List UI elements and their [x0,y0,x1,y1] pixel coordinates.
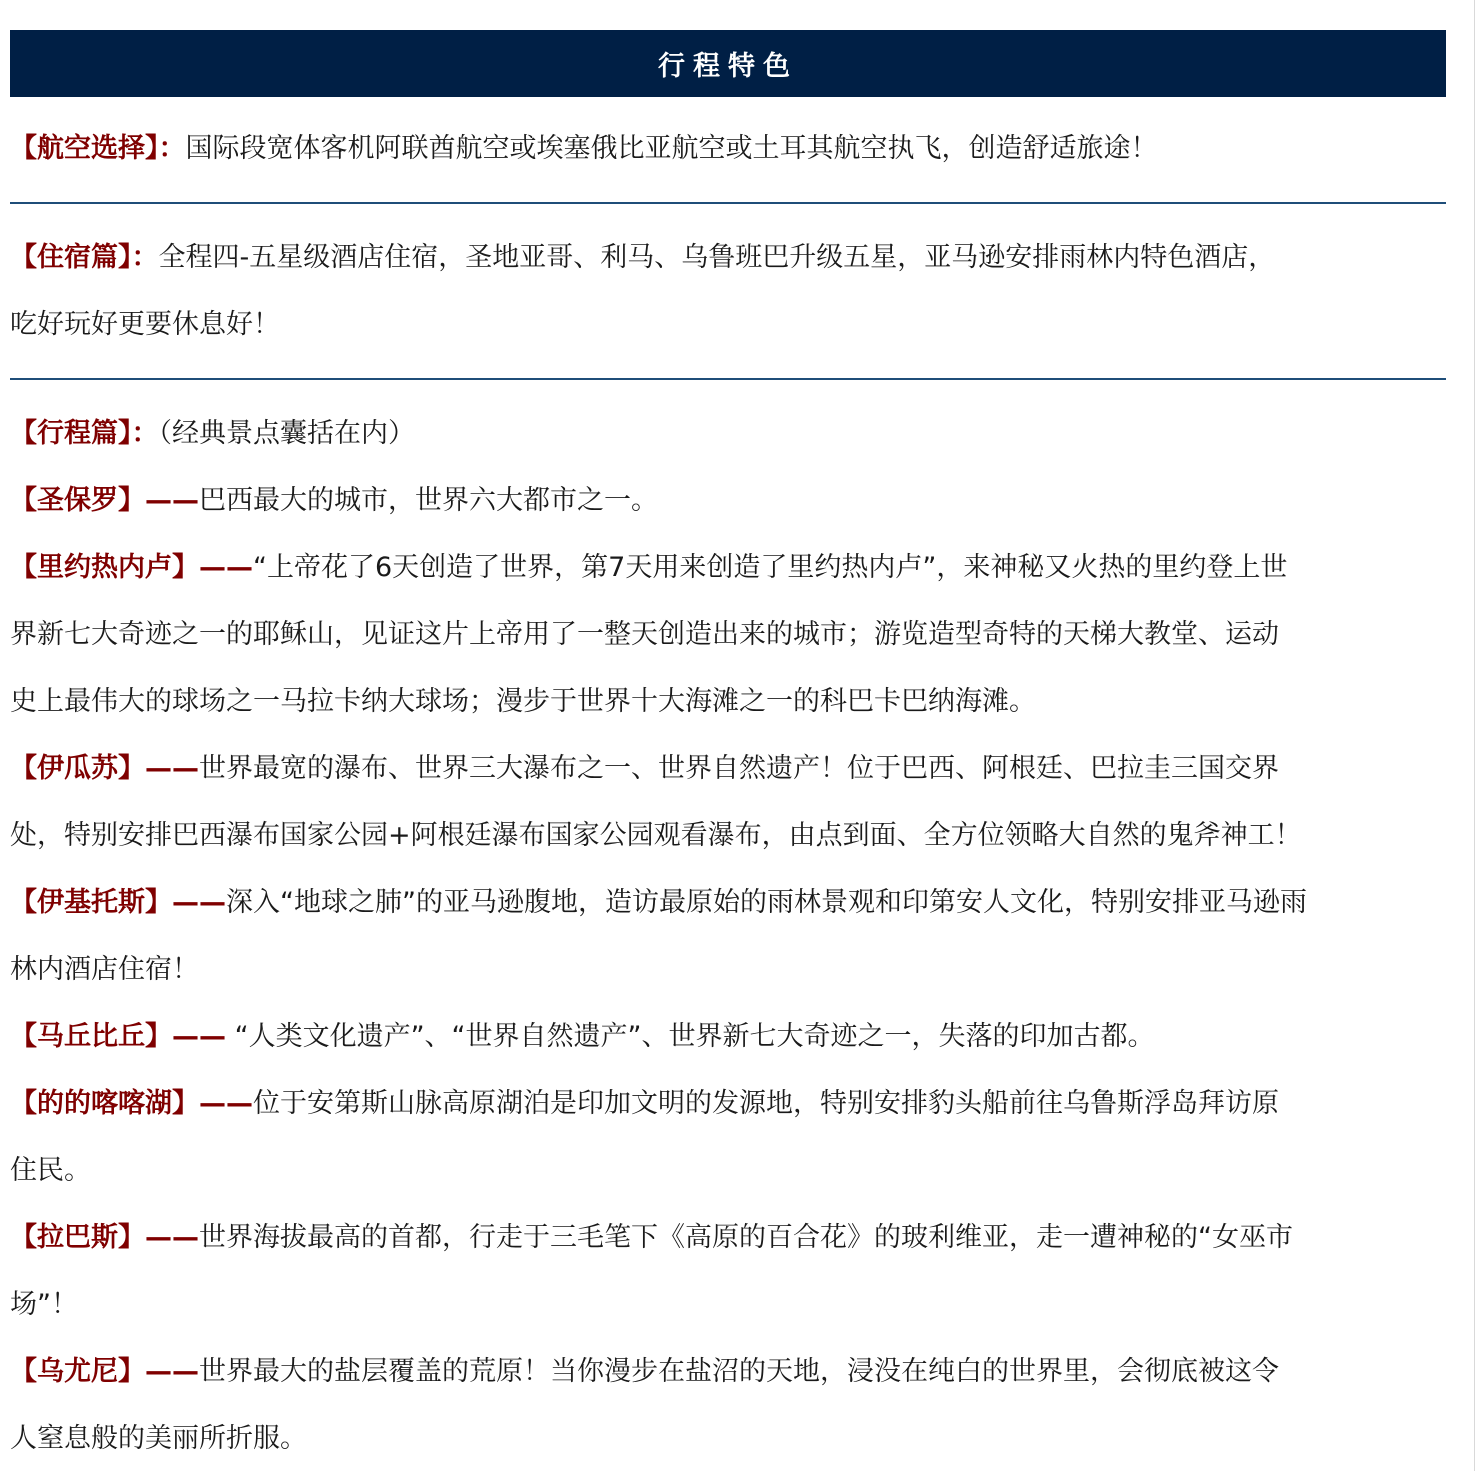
destination-text: 世界最大的盐层覆盖的荒原！当你漫步在盐沼的天地，浸没在纯白的世界里，会彻底被这令 [199,1356,1279,1387]
airline-text: 国际段宽体客机阿联酋航空或埃塞俄比亚航空或土耳其航空执飞，创造舒适旅途！ [185,133,1158,164]
destination-text: 处，特别安排巴西瀑布国家公园+阿根廷瀑布国家公园观看瀑布，由点到面、全方位领略大自然的鬼斧神工！ [10,820,1302,851]
destination-label: 【的的喀喀湖】—— [10,1088,253,1119]
destination-line [10,668,1446,735]
destination-text: 场”！ [10,1289,78,1320]
itinerary-line [10,400,1446,467]
accommodation-text: 吃好玩好更要休息好！ [10,309,280,340]
destination-line [10,1405,1446,1472]
destination-label: 【圣保罗】—— [10,485,199,516]
destination-line [10,1338,1446,1405]
destination-text: 林内酒店住宿！ [10,954,199,985]
destination-label: 【马丘比丘】—— [10,1021,226,1052]
accommodation-label: 【住宿篇】 [10,242,132,273]
destination-text: 深入“地球之肺”的亚马逊腹地，造访最原始的雨林景观和印第安人文化，特别安排亚马逊雨 [226,887,1307,918]
itinerary-sep: ： [131,418,159,449]
divider [10,378,1446,380]
accommodation-text: 全程四-五星级酒店住宿，圣地亚哥、利马、乌鲁班巴升级五星，亚马逊安排雨林内特色酒店， [158,242,1276,273]
destination-line [10,1003,1446,1070]
destination-text: 界新七大奇迹之一的耶稣山，见证这片上帝用了一整天创造出来的城市；游览造型奇特的天梯大教堂、运动 [10,619,1279,650]
accommodation-section [10,224,1446,358]
destination-label: 【拉巴斯】—— [10,1222,199,1253]
destination-item [10,1070,1446,1204]
destination-line [10,601,1446,668]
destination-item [10,1204,1446,1338]
itinerary-label: 【行程篇】 [10,418,132,449]
destination-text: 世界海拔最高的首都，行走于三毛笔下《高原的百合花》的玻利维亚，走一遭神秘的“女巫市 [199,1222,1293,1253]
airline-label: 【航空选择】 [10,133,159,164]
destination-item [10,534,1446,735]
airline-line [10,115,1446,182]
destination-label: 【乌尤尼】—— [10,1356,199,1387]
destination-label: 【里约热内卢】—— [10,552,253,583]
destination-line [10,735,1446,802]
destination-item [10,869,1446,1003]
destination-line [10,936,1446,1003]
destination-item [10,1003,1446,1070]
destination-text: 世界最宽的瀑布、世界三大瀑布之一、世界自然遗产！位于巴西、阿根廷、巴拉圭三国交界 [199,753,1279,784]
destination-label: 【伊基托斯】—— [10,887,226,918]
destination-label: 【伊瓜苏】—— [10,753,199,784]
destination-text: 史上最伟大的球场之一马拉卡纳大球场；漫步于世界十大海滩之一的科巴卡巴纳海滩。 [10,686,1036,717]
airline-section [10,115,1446,182]
destination-line [10,467,1446,534]
destination-text: 巴西最大的城市，世界六大都市之一。 [199,485,658,516]
destination-text: “上帝花了6天创造了世界，第7天用来创造了里约热内卢”，来神秘又火热的里约登上世 [253,552,1288,583]
destination-line [10,534,1446,601]
destination-text: “人类文化遗产”、“世界自然遗产”、世界新七大奇迹之一，失落的印加古都。 [226,1021,1155,1052]
destination-text: 住民。 [10,1155,91,1186]
destination-item [10,735,1446,869]
destination-text: 位于安第斯山脉高原湖泊是印加文明的发源地，特别安排豹头船前往乌鲁斯浮岛拜访原 [253,1088,1279,1119]
destination-line [10,1137,1446,1204]
accommodation-line [10,224,1446,291]
destination-text: 人窒息般的美丽所折服。 [10,1423,307,1454]
destination-line [10,869,1446,936]
accommodation-sep: ： [131,242,159,273]
section-header [10,30,1446,97]
destination-item [10,467,1446,534]
destination-item [10,1338,1446,1472]
itinerary-section [10,400,1446,1472]
accommodation-line [10,291,1446,358]
page-title: 行程特色 [658,51,798,82]
destination-line [10,1271,1446,1338]
destination-line [10,1070,1446,1137]
divider [10,202,1446,204]
itinerary-features [10,30,1446,1472]
airline-sep: ： [158,133,186,164]
destination-line [10,1204,1446,1271]
right-edge-rule [1474,0,1475,1471]
destination-line [10,802,1446,869]
itinerary-note: （经典景点囊括在内） [158,418,415,449]
